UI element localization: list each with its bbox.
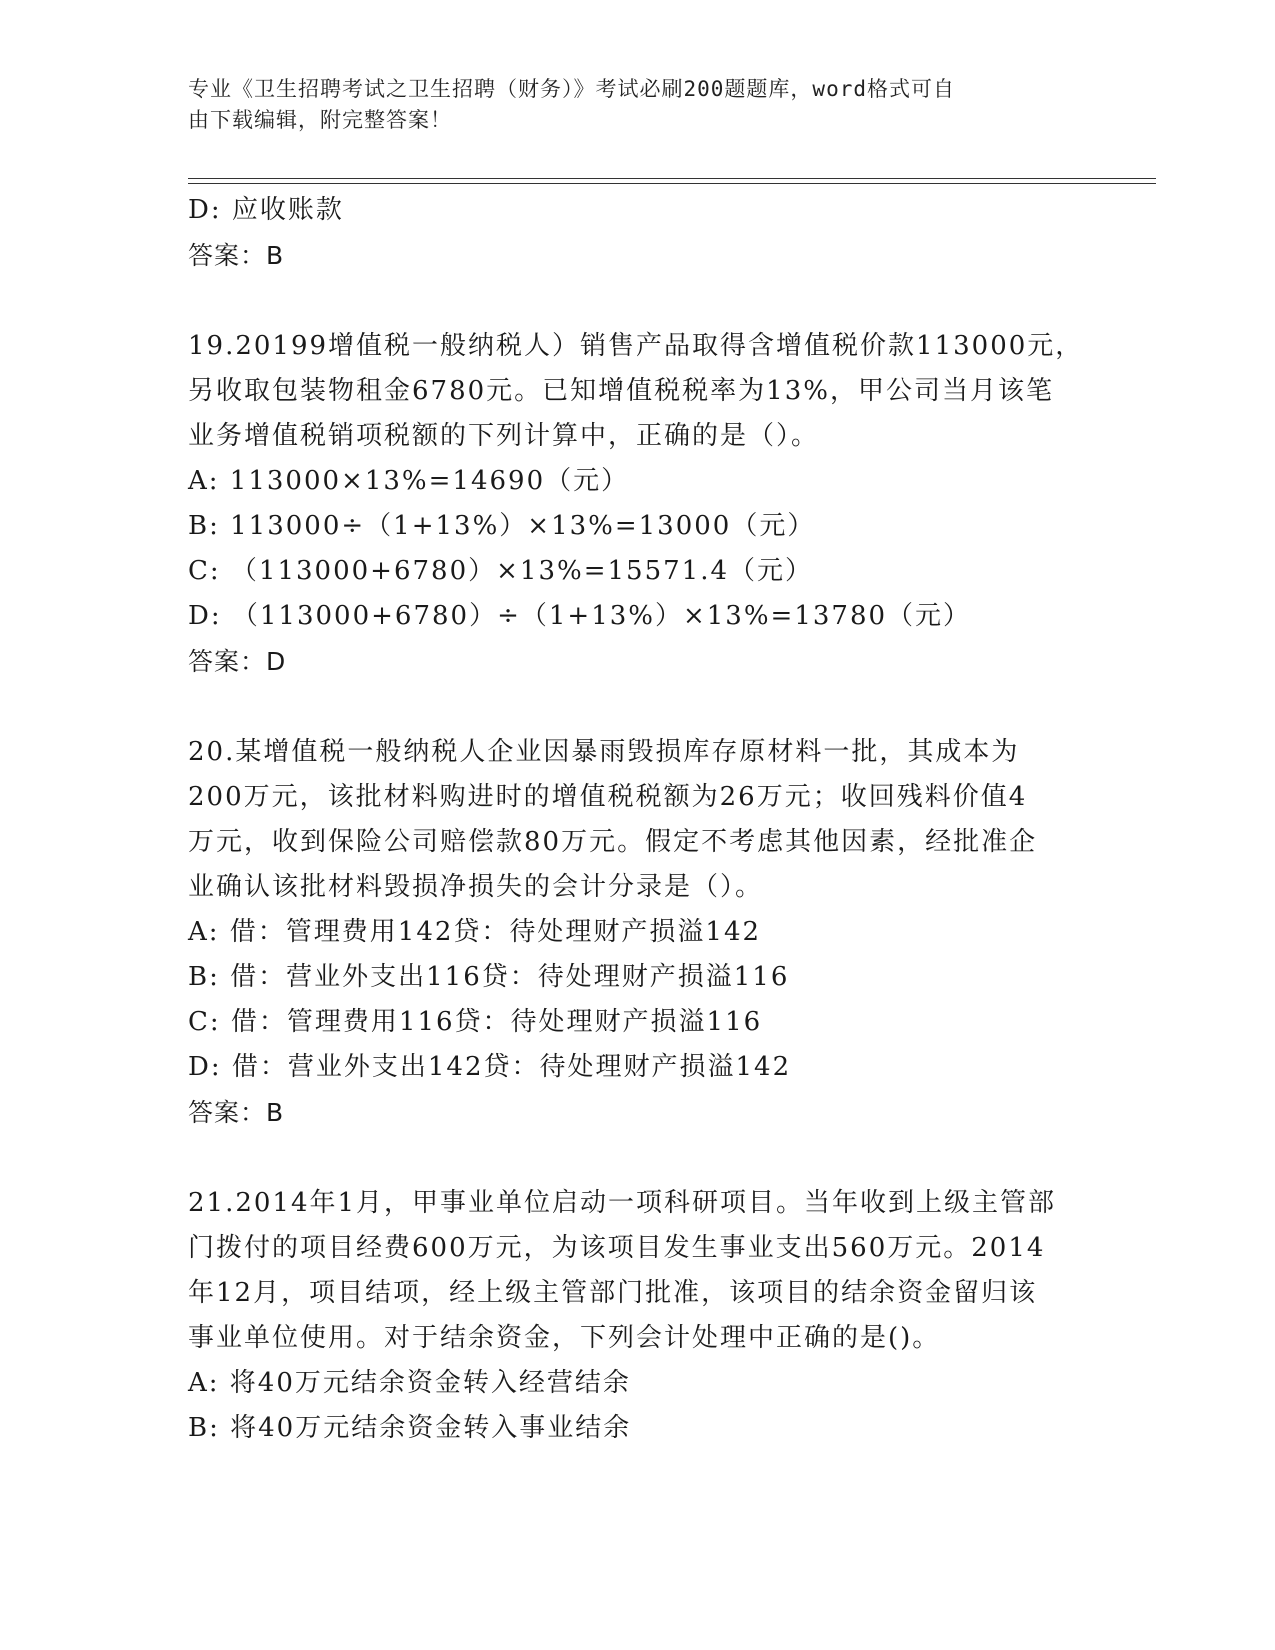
question-stem-line: 20.某增值税一般纳税人企业因暴雨毁损库存原材料一批，其成本为 bbox=[188, 737, 1020, 767]
option-c: C: （113000+6780）×13%=15571.4（元） bbox=[188, 556, 813, 586]
question-stem-line: 事业单位使用。对于结余资金，下列会计处理中正确的是()。 bbox=[188, 1323, 941, 1353]
header-line-1: 专业《卫生招聘考试之卫生招聘（财务）》考试必刷200题题库，word格式可自 bbox=[188, 77, 955, 101]
option-b: B: 借：营业外支出116贷：待处理财产损溢116 bbox=[188, 962, 790, 992]
option-b: B: 113000÷（1+13%）×13%=13000（元） bbox=[188, 511, 816, 541]
question-stem-line: 200万元，该批材料购进时的增值税税额为26万元；收回残料价值4 bbox=[188, 782, 1028, 812]
option-d: D: （113000+6780）÷（1+13%）×13%=13780（元） bbox=[188, 601, 972, 631]
option-d: D: 应收账款 bbox=[188, 195, 344, 225]
option-d: D: 借：营业外支出142贷：待处理财产损溢142 bbox=[188, 1052, 792, 1082]
header-divider bbox=[188, 178, 1156, 184]
page-header bbox=[188, 74, 1088, 136]
answer-line: 答案：B bbox=[188, 241, 285, 270]
question-20 bbox=[188, 730, 1088, 1135]
answer-line: 答案：B bbox=[188, 1098, 285, 1127]
question-stem-line: 21.2014年1月，甲事业单位启动一项科研项目。当年收到上级主管部 bbox=[188, 1188, 1057, 1218]
spacer bbox=[188, 1135, 1088, 1181]
answer-line: 答案：D bbox=[188, 647, 287, 676]
option-a: A: 将40万元结余资金转入经营结余 bbox=[188, 1368, 631, 1398]
question-19 bbox=[188, 324, 1088, 684]
question-18-tail bbox=[188, 188, 1088, 278]
question-stem-line: 另收取包装物租金6780元。已知增值税税率为13%，甲公司当月该笔 bbox=[188, 376, 1054, 406]
option-b: B: 将40万元结余资金转入事业结余 bbox=[188, 1413, 632, 1443]
spacer bbox=[188, 684, 1088, 730]
question-stem-line: 门拨付的项目经费600万元，为该项目发生事业支出560万元。2014 bbox=[188, 1233, 1046, 1263]
question-stem-line: 业确认该批材料毁损净损失的会计分录是（）。 bbox=[188, 872, 764, 902]
option-a: A: 113000×13%=14690（元） bbox=[188, 466, 630, 496]
header-line-2: 由下载编辑，附完整答案！ bbox=[188, 108, 452, 132]
question-list bbox=[188, 188, 1088, 1451]
question-stem-line: 业务增值税销项税额的下列计算中，正确的是（）。 bbox=[188, 421, 820, 451]
spacer bbox=[188, 278, 1088, 324]
option-a: A: 借：管理费用142贷：待处理财产损溢142 bbox=[188, 917, 762, 947]
question-stem-line: 年12月，项目结项，经上级主管部门批准，该项目的结余资金留归该 bbox=[188, 1278, 1038, 1308]
option-c: C: 借：管理费用116贷：待处理财产损溢116 bbox=[188, 1007, 763, 1037]
question-21 bbox=[188, 1181, 1088, 1451]
question-stem-line: 万元，收到保险公司赔偿款80万元。假定不考虑其他因素，经批准企 bbox=[188, 827, 1038, 857]
question-stem-line: 19.20199增值税一般纳税人）销售产品取得含增值税价款113000元， bbox=[188, 331, 1084, 361]
